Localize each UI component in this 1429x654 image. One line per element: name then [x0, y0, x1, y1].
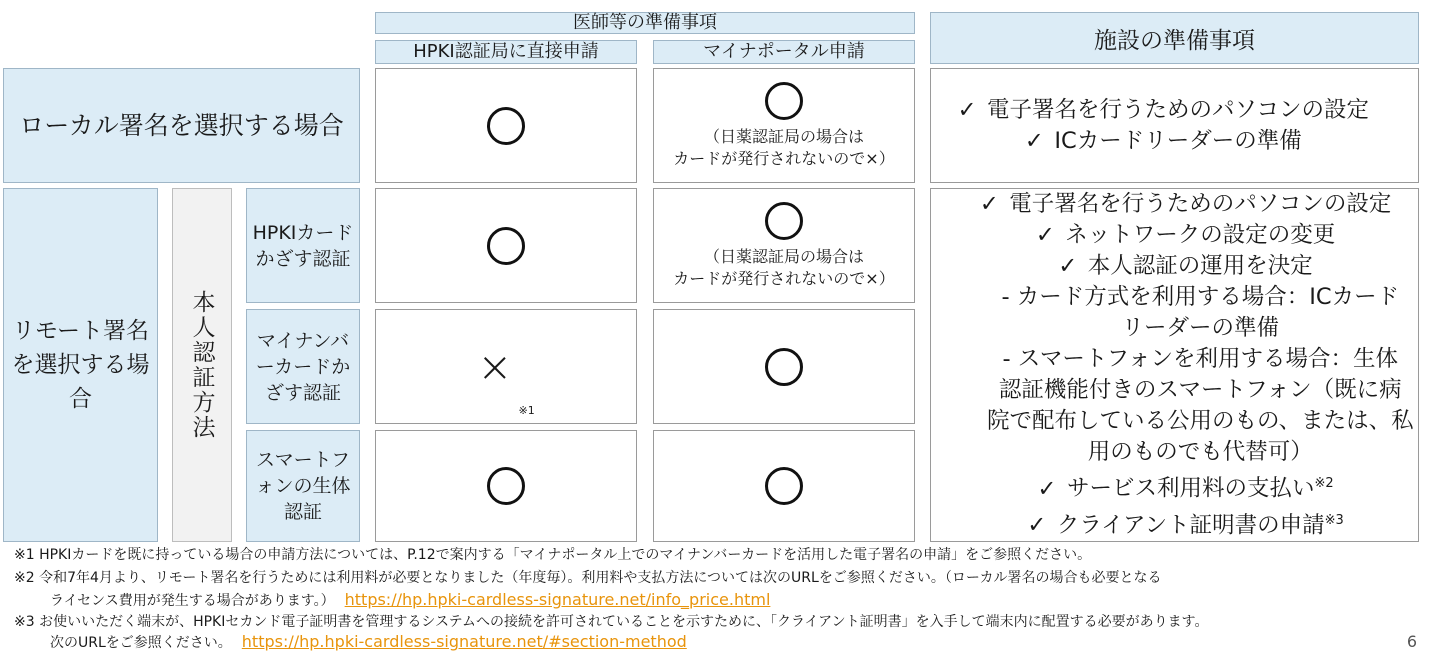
cross-mark: × — [477, 341, 513, 391]
footnote-3b-text: 次のURLをご参照ください。 — [50, 635, 232, 651]
footnote-3a: ※3 お使いいただく端末が、HPKIセカンド電子証明書を管理するシステムへの接続を許可されていることを示すために、「クライアント証明書」を入手して端末内に配置する必要があります。 — [14, 614, 1209, 630]
circle-mark — [765, 82, 803, 120]
circle-mark — [765, 348, 803, 386]
check-item: ✓ 電子署名を行うためのパソコンの設定 — [947, 95, 1369, 126]
footnote-2b-text: ライセンス費用が発生する場合があります。） — [50, 593, 335, 609]
cell-remote-hpki-smartphone — [375, 430, 637, 542]
check-item: ✓ 電子署名を行うためのパソコンの設定 — [947, 189, 1414, 220]
auth-method-text: 本人認証方法 — [188, 290, 215, 440]
footnote-1: ※1 HPKIカードを既に持っている場合の申請方法については、P.12で案内する「マイナポータル上でのマイナンバーカードを活用した電子署名の申請」をご参照ください。 — [14, 547, 1092, 563]
method-label: HPKIカードかざす認証 — [252, 221, 354, 270]
method-label: マイナンバーカードかざす認証 — [255, 329, 351, 404]
sub-item: 院で配布している公用のもの、または、私 — [987, 408, 1414, 434]
note-line: （日薬認証局の場合は — [703, 126, 864, 146]
note-line: （日薬認証局の場合は — [703, 246, 864, 266]
footnote-ref: ※3 — [1324, 512, 1344, 528]
check-item-text: サービス利用料の支払い — [1066, 475, 1315, 502]
price-info-link[interactable]: https://hp.hpki-cardless-signature.net/info_price.html — [344, 590, 771, 609]
check-item: ✓ ICカードリーダーの準備 — [947, 126, 1369, 157]
row-remote-label-text: リモート署名を選択する場合 — [11, 318, 150, 412]
auth-method-label — [172, 188, 232, 542]
sub-item: - スマートフォンを利用する場合：生体 — [1002, 346, 1399, 372]
footnote-2b — [14, 590, 770, 611]
section-method-link[interactable]: https://hp.hpki-cardless-signature.net/#section-method — [241, 632, 687, 651]
method-hpki-card — [246, 188, 360, 303]
sub-item: リーダーの準備 — [1121, 315, 1280, 341]
circle-mark — [487, 227, 525, 265]
cell-remote-hpki-mynumber — [375, 309, 637, 424]
sub-item: 用のものでも代替可） — [1087, 439, 1313, 465]
sub-item: 認証機能付きのスマートフォン（既に病 — [998, 377, 1402, 403]
check-item-text: クライアント証明書の申請 — [1056, 512, 1325, 538]
note-line: カードが発行されないので×） — [673, 268, 895, 288]
cell-remote-hpki-card — [375, 188, 637, 303]
row-remote-label — [3, 188, 158, 542]
check-item: ✓ ネットワークの設定の変更 — [947, 220, 1414, 251]
method-smartphone — [246, 430, 360, 542]
page-number: 6 — [1406, 632, 1417, 651]
method-label: スマートフォンの生体認証 — [255, 449, 351, 523]
check-item: ✓ 本人認証の運用を決定 — [947, 251, 1414, 282]
cell-remote-myna-smartphone — [653, 430, 915, 542]
cross-footnote-ref: ※1 — [518, 404, 535, 417]
cell-local-hpki — [375, 68, 637, 183]
check-item — [947, 505, 1414, 542]
header-doctor-group: 医師等の準備事項 — [375, 12, 915, 34]
sub-item: - カード方式を利用する場合：ICカード — [1001, 284, 1400, 310]
header-mynaportal: マイナポータル申請 — [653, 40, 915, 64]
cell-local-myna — [653, 68, 915, 183]
facility-remote-list — [930, 188, 1419, 542]
footnote-3b — [14, 632, 687, 653]
cell-remote-myna-mynumber — [653, 309, 915, 424]
circle-mark — [487, 467, 525, 505]
circle-mark — [765, 467, 803, 505]
circle-mark — [765, 202, 803, 240]
footnote-ref: ※2 — [1314, 476, 1334, 491]
note-line: カードが発行されないので×） — [673, 148, 895, 168]
header-facility: 施設の準備事項 — [930, 12, 1419, 64]
method-mynumber-card — [246, 309, 360, 424]
circle-mark — [487, 107, 525, 145]
cell-remote-myna-card — [653, 188, 915, 303]
row-local-label: ローカル署名を選択する場合 — [3, 68, 360, 183]
facility-local-list — [930, 68, 1419, 183]
check-item — [947, 468, 1414, 505]
header-hpki-direct: HPKI認証局に直接申請 — [375, 40, 637, 64]
footnote-2a: ※2 令和7年4月より、リモート署名を行うためには利用料が必要となりました（年度毎）。利用料や支払方法については次のURLをご参照ください。（ローカル署名の場合も必要となる — [14, 570, 1162, 586]
